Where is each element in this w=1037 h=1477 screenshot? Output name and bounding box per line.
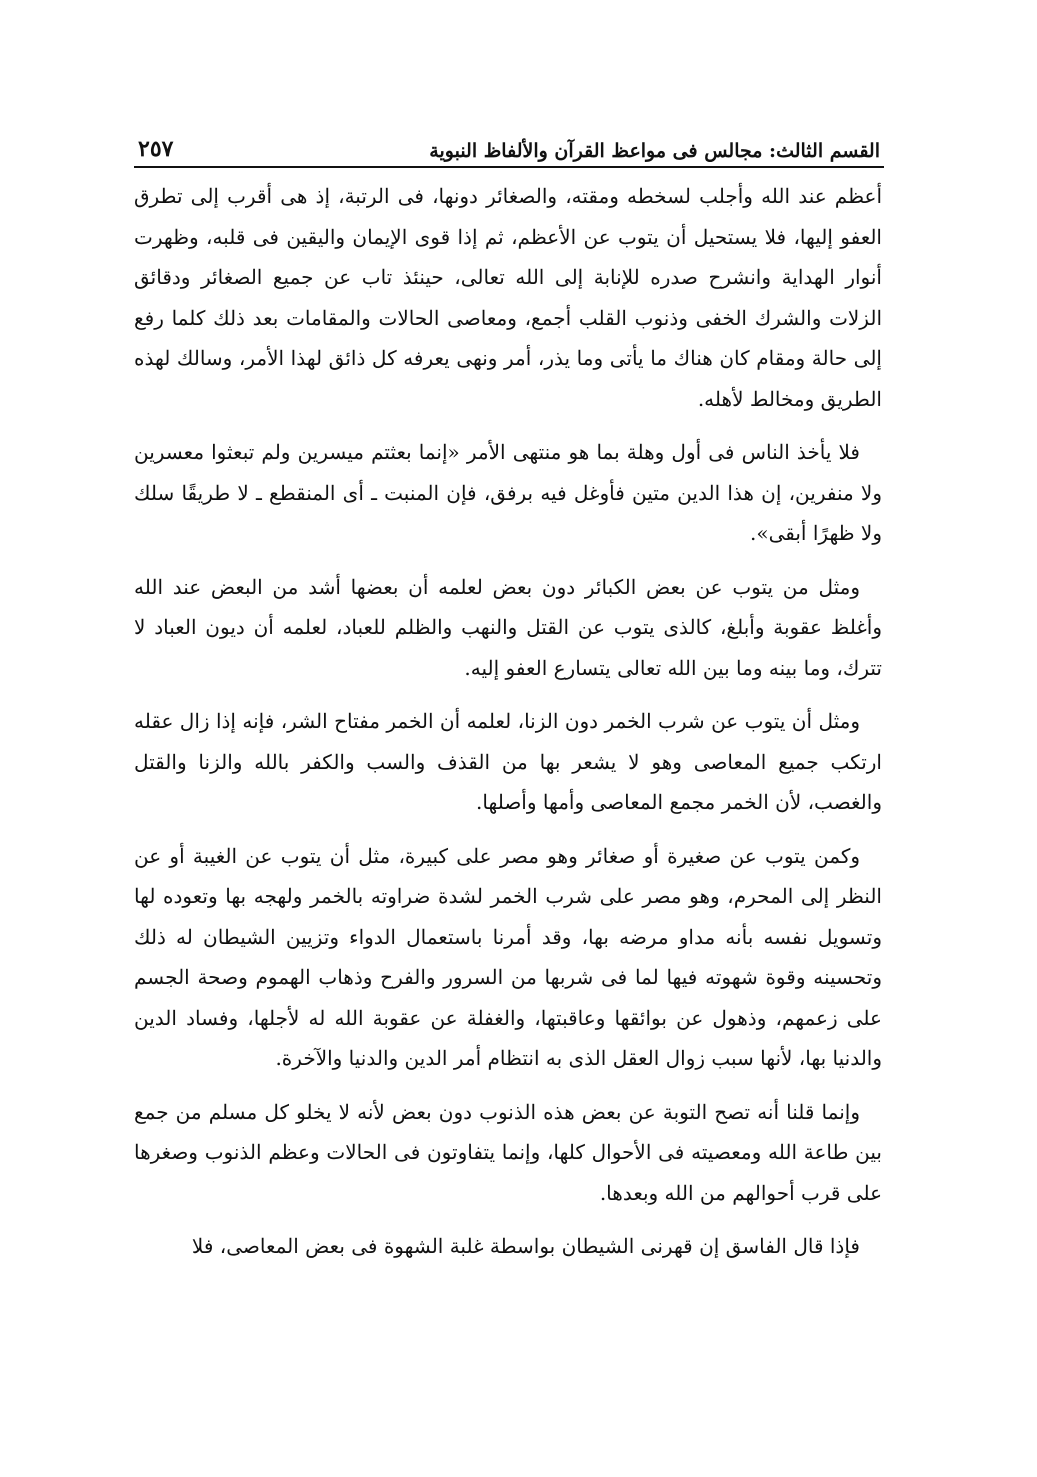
- paragraph-5: وكمن يتوب عن صغيرة أو صغائر وهو مصر على كبيرة، مثل أن يتوب عن الغيبة أو عن النظر إلى المحرم، وهو مصر على شرب الخمر لشدة ضراوته بالخمر ولهجه بها وتعوده لها وتسويل نفسه بأنه مداو مرضه بها، وقد أمرنا باستعمال الدواء وتزيين الشيطان له ذلك وتحسينه وقوة شهوته فيها لما فى شربها من السرور والفرح وذهاب الهموم وصحة الجسم على زعمهم، وذهول عن بوائقها وعاقبتها، والغفلة عن عقوبة الله له لأجلها، وفساد الدين والدنيا بها، لأنها سبب زوال العقل الذى به انتظام أمر الدين والدنيا والآخرة.: [134, 843, 882, 1070]
- paragraph-7: فإذا قال الفاسق إن قهرنى الشيطان بواسطة غلبة الشهوة فى بعض المعاصى، فلا: [191, 1234, 860, 1258]
- paragraph-1: أعظم عند الله وأجلب لسخطه ومقته، والصغائر دونها، فى الرتبة، إذ هى أقرب إلى تطرق العفو إليها، فلا يستحيل أن يتوب عن الأعظم، ثم إذا قوى الإيمان واليقين فى قلبه، وظهرت أنوار الهداية وانشرح صدره للإنابة إلى الله تعالى، حينئذ تاب عن جميع الصغائر ودقائق الزلات والشرك الخفى وذنوب القلب أجمع، ومعاصى الحالات والمقامات بعد ذلك كلما رفع إلى حالة ومقام كان هناك ما يأتى وما يذر، أمر ونهى يعرفه كل ذائق لهذا الأمر، وسالك لهذه الطريق ومخالط لأهله.: [134, 184, 882, 411]
- paragraph-2: فلا يأخذ الناس فى أول وهلة بما هو منتهى الأمر «إنما بعثتم ميسرين ولم تبعثوا معسرين ولا منفرين، إن هذا الدين متين فأوغل فيه برفق، فإن المنبت ـ أى المنقطع ـ لا طريقًا سلك ولا ظهرًا أبقى».: [134, 440, 882, 545]
- page-number: ٢٥٧: [138, 136, 174, 162]
- paragraph-4: ومثل أن يتوب عن شرب الخمر دون الزنا، لعلمه أن الخمر مفتاح الشر، فإنه إذا زال عقله ارتكب جميع المعاصى وهو لا يشعر بها من القذف والسب والكفر بالله والزنا والقتل والغصب، لأن الخمر مجمع المعاصى وأمها وأصلها.: [134, 709, 882, 814]
- paragraph-6: وإنما قلنا أنه تصح التوبة عن بعض هذه الذنوب دون بعض لأنه لا يخلو كل مسلم من جمع بين طاعة الله ومعصيته فى الأحوال كلها، وإنما يتفاوتون فى الحالات وعظم الذنوب وصغرها على قرب أحوالهم من الله وبعدها.: [134, 1099, 882, 1205]
- running-header: [138, 118, 880, 162]
- paragraph-3: ومثل من يتوب عن بعض الكبائر دون بعض لعلمه أن بعضها أشد من البعض عند الله وأغلظ عقوبة وأبلغ، كالذى يتوب عن القتل والنهب والظلم للعباد، لعلمه أن ديون العباد لا تترك، وما بينه وما بين الله تعالى يتسارع العفو إليه.: [134, 574, 882, 680]
- body-text: [134, 176, 882, 1280]
- header-divider: [134, 166, 884, 168]
- section-title: القسم الثالث: مجالس فى مواعظ القرآن والألفاظ النبوية: [429, 140, 880, 162]
